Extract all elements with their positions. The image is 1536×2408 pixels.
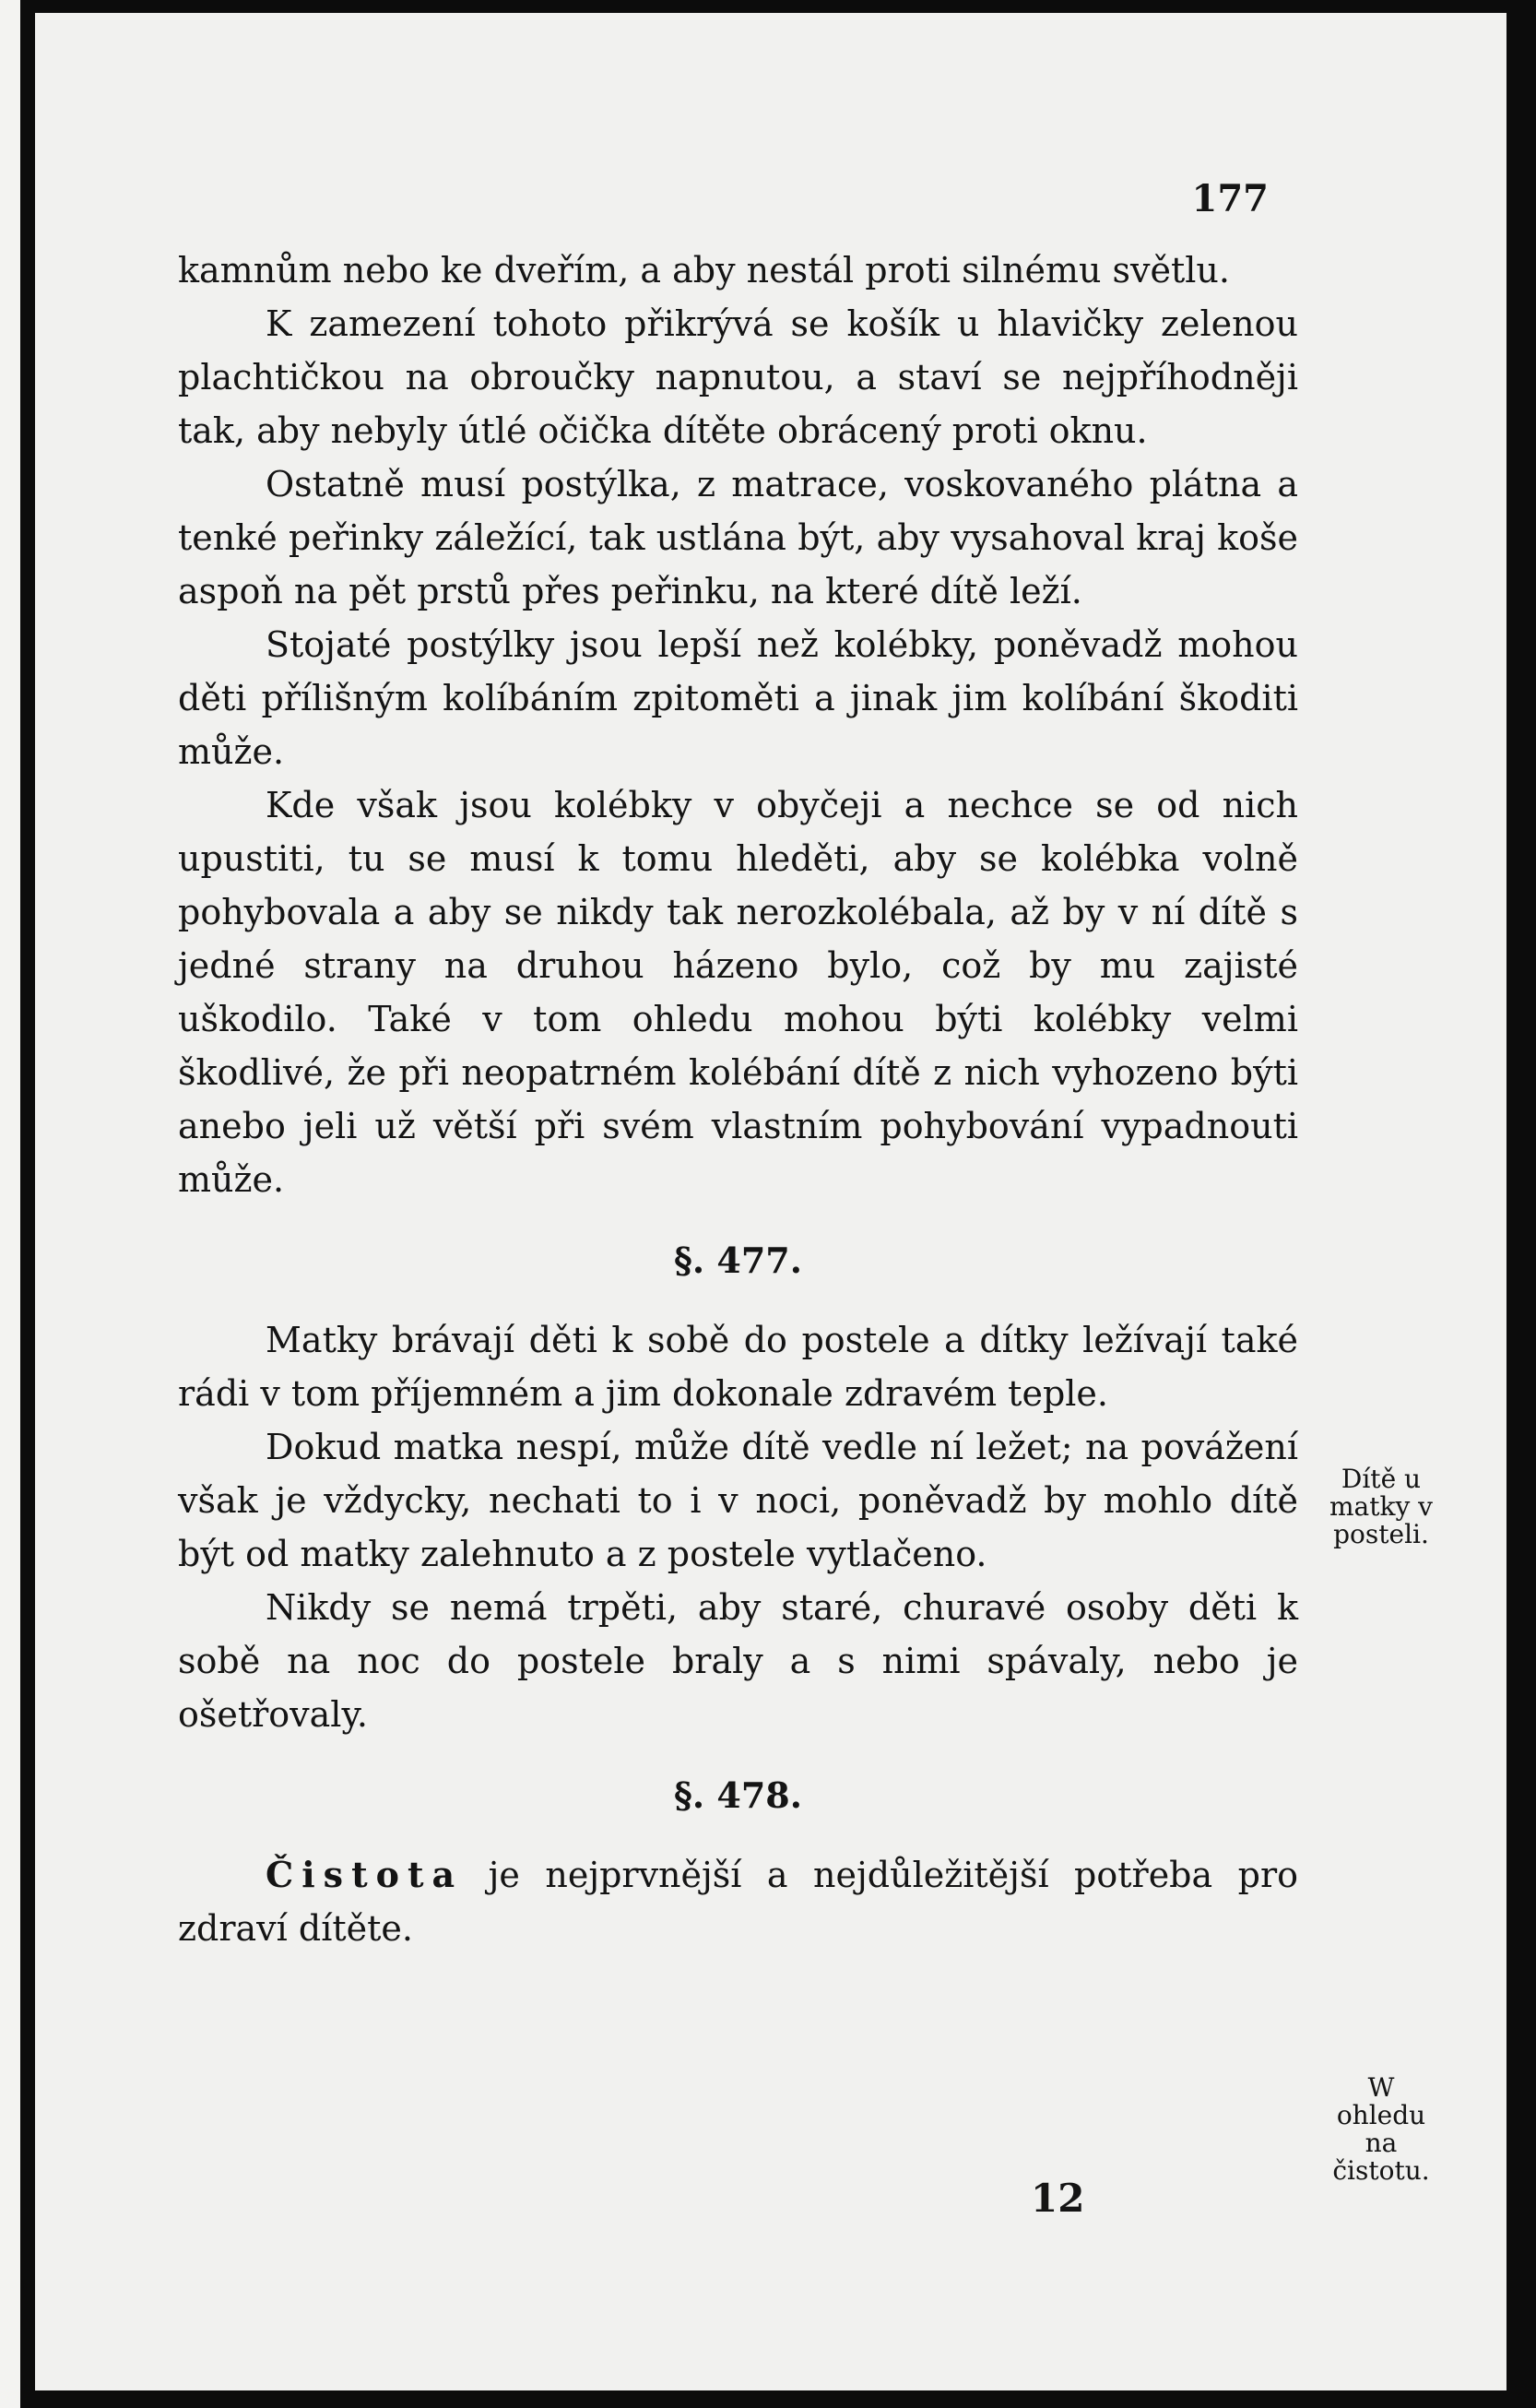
paragraph: K zamezení tohoto přikrývá se košík u hlavičky zelenou plachtičkou na obroučky napnutou, a staví se nejpříhodněji tak, aby nebyly útlé očička dítěte obrácený proti oknu. (178, 303, 1298, 451)
paragraph (178, 1848, 1298, 1955)
paragraph: Matky brávají děti k sobě do postele a dítky ležívají také rádi v tom příjemném a jim dokonale zdravém teple. (178, 1320, 1298, 1414)
book-page (35, 13, 1506, 2390)
signature-mark: 12 (1031, 2176, 1085, 2221)
emphasized-lead-word: Čistota (266, 1854, 464, 1895)
paragraph: kamnům nebo ke dveřím, a aby nestál proti silnému světlu. (178, 250, 1230, 291)
paragraph: Kde však jsou kolébky v obyčeji a nechce se od nich upustiti, tu se musí k tomu hleděti, aby se kolébka volně pohybovala a aby se nikdy tak nerozkolébala, až by v ní dítě s jedné strany na druhou házeno bylo, což by mu zajisté uškodilo. Také v tom ohledu mohou býti kolébky velmi škodlivé, že při neopatrném kolébání dítě z nich vyhozeno býti anebo jeli už větší při svém vlastním pohybování vypadnouti může. (178, 785, 1298, 1200)
section-heading-478: §. 478. (674, 1774, 802, 1816)
margin-note-477: Dítě u matky v posteli. (1329, 1464, 1433, 1549)
paragraph-rest: je nejprvnější a nejdůležitější potřeba pro zdraví dítěte. (178, 1855, 1298, 1949)
page-number: 177 (1191, 177, 1269, 220)
section-heading-477: §. 477. (674, 1240, 802, 1281)
paragraph: Ostatně musí postýlka, z matrace, voskovaného plátna a tenké peřinky záležící, tak ustlána být, aby vysahoval kraj koše aspoň na pět prstů přes peřinku, na které dítě leží. (178, 464, 1298, 611)
margin-note-478: W ohledu na čistotu. (1332, 2072, 1430, 2186)
paragraph: Stojaté postýlky jsou lepší než kolébky, poněvadž mohou děti přílišným kolíbáním zpitoměti a jinak jim kolíbání škoditi může. (178, 624, 1298, 772)
paragraph: Dokud matka nespí, může dítě vedle ní ležet; na povážení však je vždycky, nechati to i v noci, poněvadž by mohlo dítě být od matky zalehnuto a z postele vytlačeno. (178, 1427, 1298, 1574)
adjacent-page-edge (0, 0, 20, 2408)
paragraph: Nikdy se nemá trpěti, aby staré, churavé osoby děti k sobě na noc do postele braly a s nimi spávaly, nebo je ošetřovaly. (178, 1587, 1298, 1735)
page-body (178, 243, 1298, 1955)
